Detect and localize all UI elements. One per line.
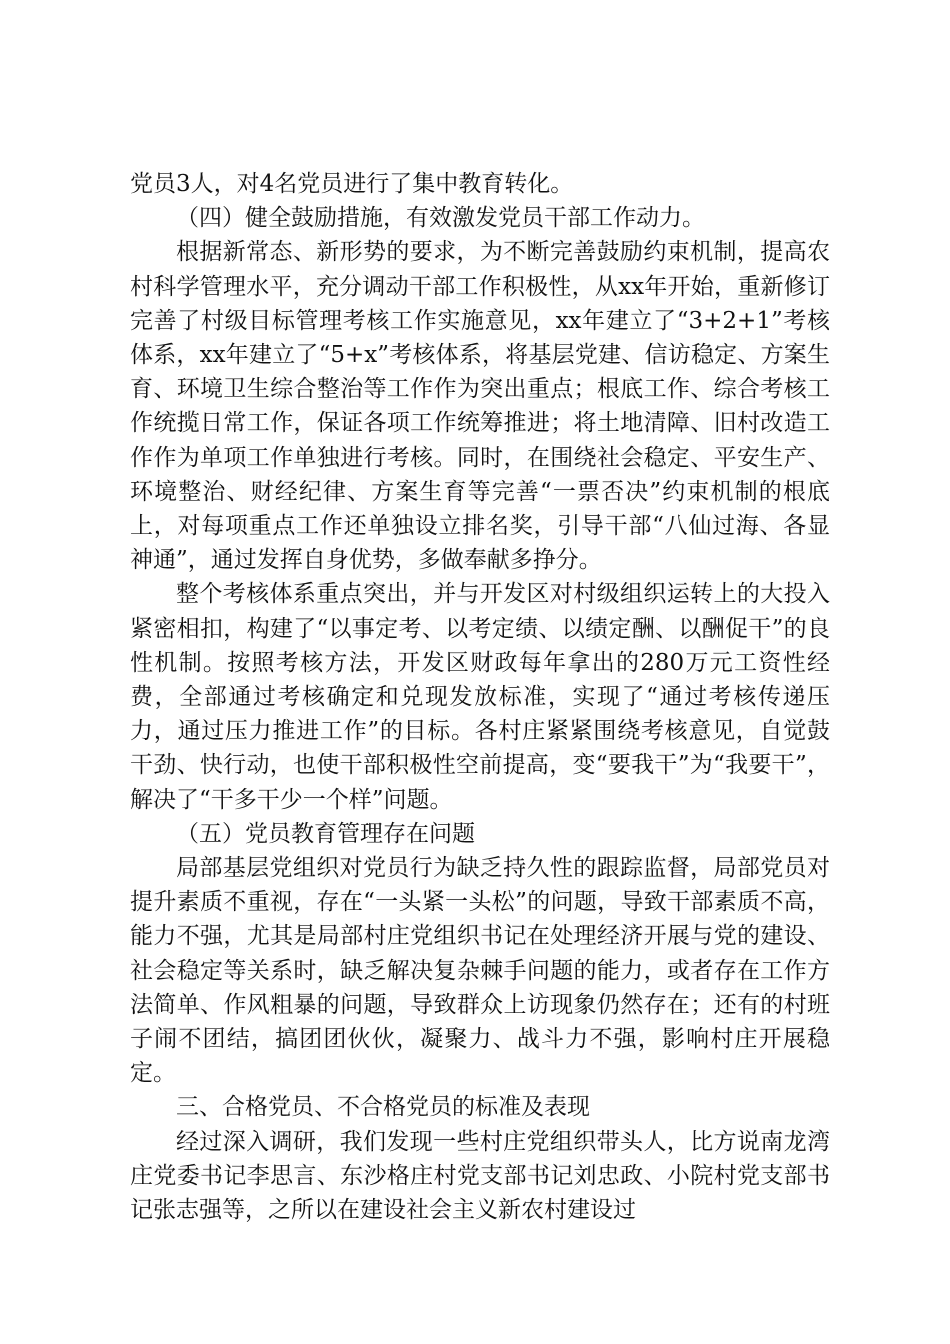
paragraph-incentive-measures: 根据新常态、新形势的要求，为不断完善鼓励约束机制，提高农村科学管理水平，充分调动干部工作积极性，从xx年开始，重新修订完善了村级目标管理考核工作实施意见，xx年建立了“3+2+1”考核体系，xx年建立了“5+x”考核体系，将基层党建、信访稳定、方案生育、环境卫生综合整治等工作作为突出重点；根底工作、综合考核工作统揽日常工作，保证各项工作统筹推进；将土地清障、旧村改造工作作为单项工作单独进行考核。同时，在围绕社会稳定、平安生产、环境整治、财经纪律、方案生育等完善“一票否决”约束机制的根底上，对每项重点工作还单独设立排名奖，引导干部“八仙过海、各显神通”，通过发挥自身优势，多做奉献多挣分。 <box>130 239 830 574</box>
section-heading-4: （四）健全鼓励措施，有效激发党员干部工作动力。 <box>176 205 705 232</box>
section-heading-5: （五）党员教育管理存在问题 <box>176 820 475 847</box>
paragraph-management-problems: 局部基层党组织对党员行为缺乏持久性的跟踪监督，局部党员对提升素质不重视，存在“一头紧一头松”的问题，导致干部素质不高，能力不强，尤其是局部村庄党组织书记在处理经济开展与党的建设、社会稳定等关系时，缺乏解决复杂棘手问题的能力，或者存在工作方法简单、作风粗暴的问题，导致群众上访现象仍然存在；还有的村班子闹不团结，搞团团伙伙，凝聚力、战斗力不强，影响村庄开展稳定。 <box>130 855 830 1087</box>
paragraph-research-findings: 经过深入调研，我们发现一些村庄党组织带头人，比方说南龙湾庄党委书记李思言、东沙格庄村党支部书记刘忠政、小院村党支部书记张志强等，之所以在建设社会主义新农村建设过 <box>130 1128 830 1224</box>
document-body <box>130 167 830 1227</box>
paragraph-assessment-system: 整个考核体系重点突出，并与开发区对村级组织运转上的大投入紧密相扣，构建了“以事定考、以考定绩、以绩定酬、以酬促干”的良性机制。按照考核方法，开发区财政每年拿出的280万元工资性经费，全部通过考核确定和兑现发放标准，实现了“通过考核传递压力，通过压力推进工作”的目标。各村庄紧紧围绕考核意见，自觉鼓干劲、快行动，也使干部积极性空前提高，变“要我干”为“我要干”，解决了“干多干少一个样”问题。 <box>130 581 830 813</box>
paragraph-continuation: 党员3人，对4名党员进行了集中教育转化。 <box>130 171 574 197</box>
section-heading-3: 三、合格党员、不合格党员的标准及表现 <box>176 1094 590 1121</box>
